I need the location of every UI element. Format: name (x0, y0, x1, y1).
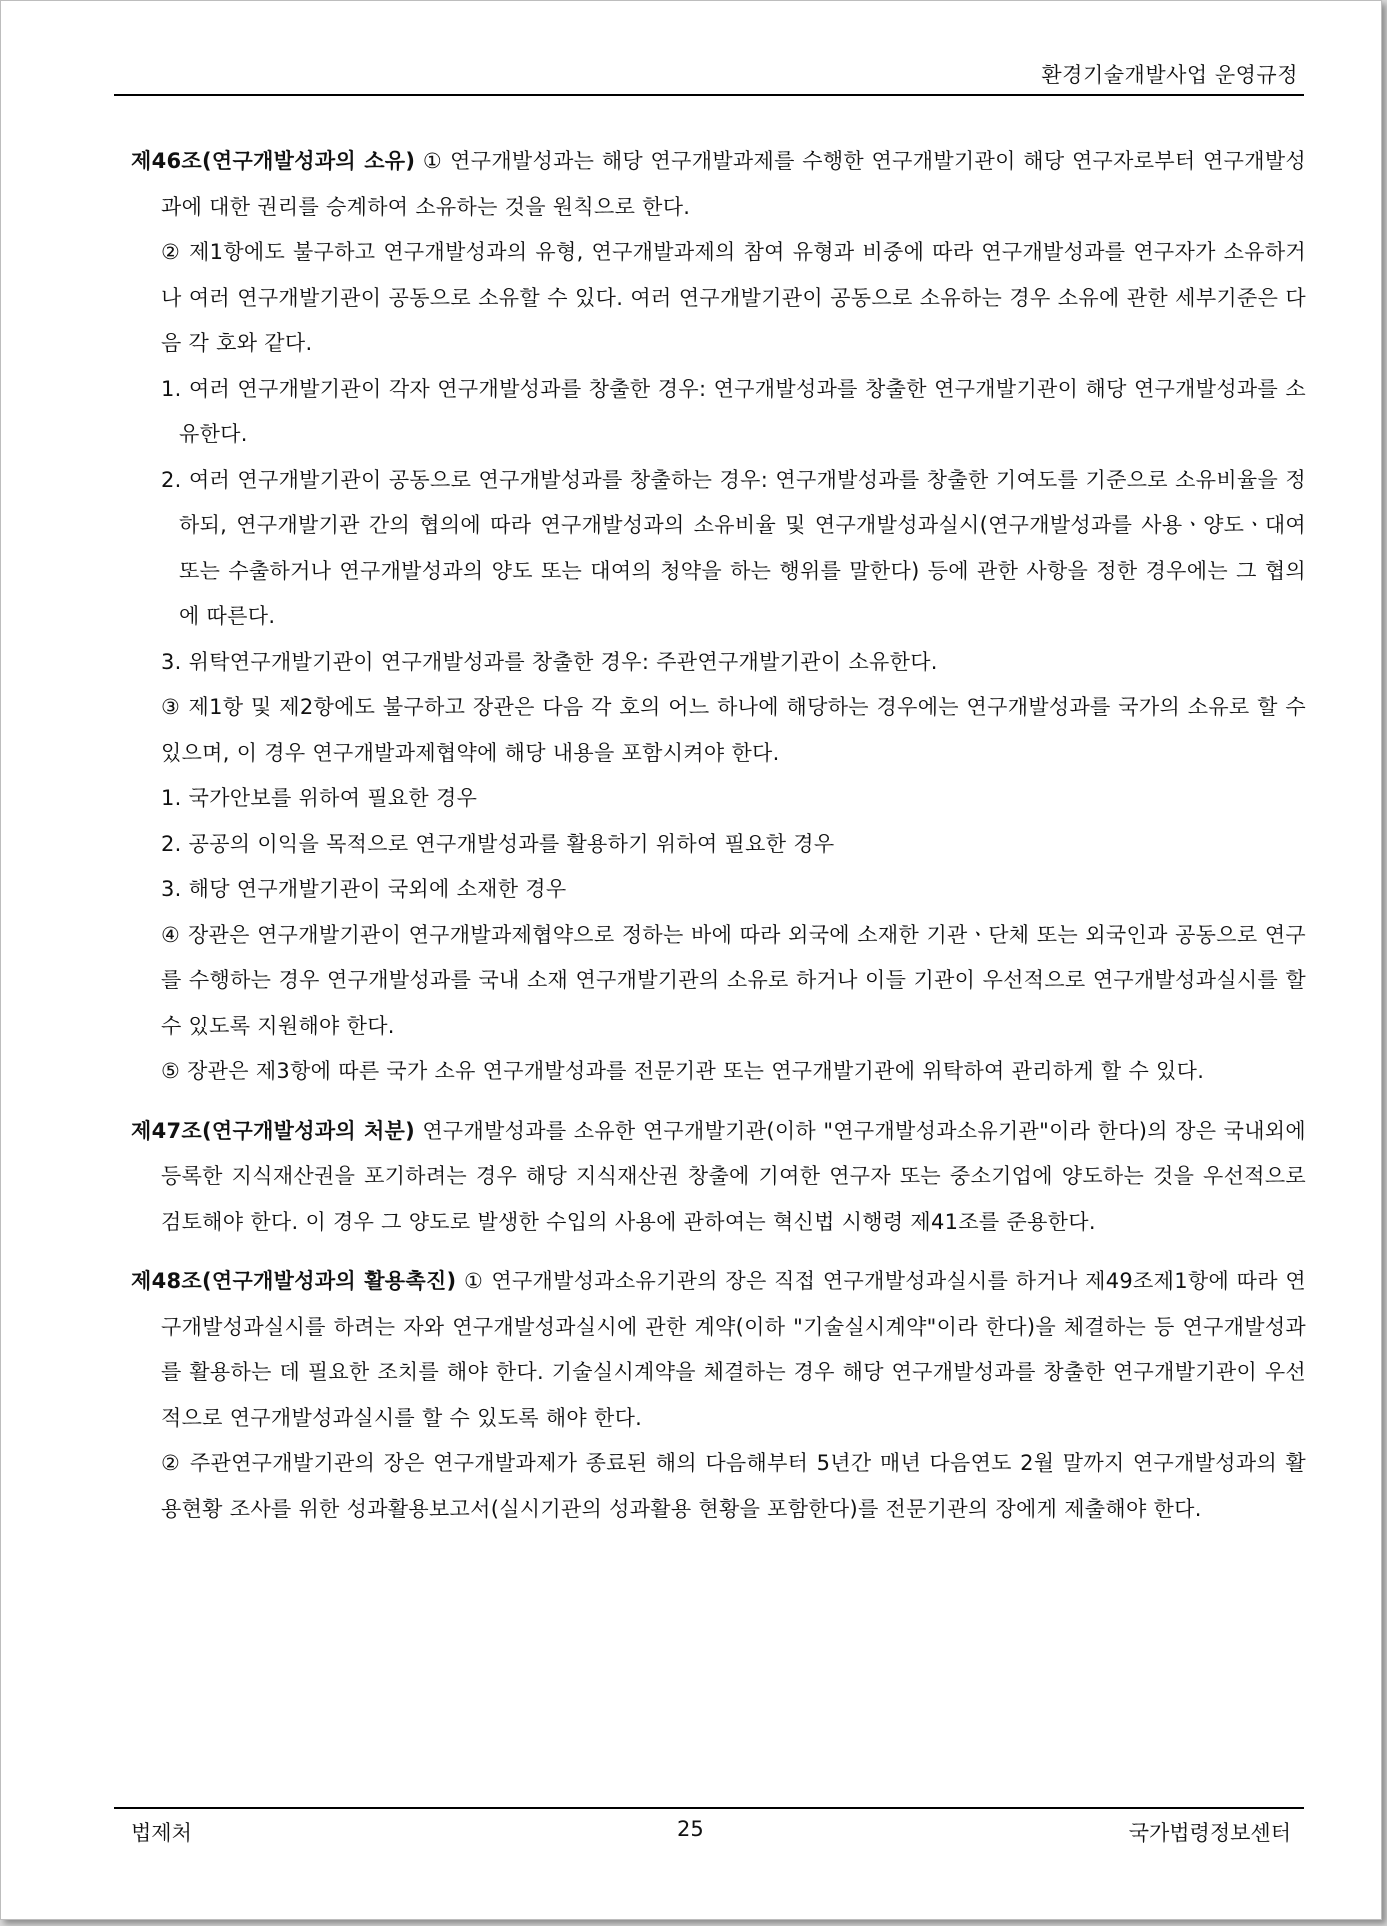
article-47 (131, 1109, 1306, 1246)
footer-divider (114, 1807, 1304, 1809)
list-item: 3. 위탁연구개발기관이 연구개발성과를 창출한 경우: 주관연구개발기관이 소유한다. (161, 649, 938, 674)
footer-source: 국가법령정보센터 (1128, 1821, 1291, 1845)
list-item: 2. 여러 연구개발기관이 공동으로 연구개발성과를 창출하는 경우: 연구개발성과를 창출한 기여도를 기준으로 소유비율을 정하되, 연구개발기관 간의 협의에 따라 연구개발성과의 소유비율 및 연구개발성과실시(연구개발성과를 사용ㆍ양도ㆍ대여 또는 수출하거나 연구개발성과의 양도 또는 대여의 청약을 하는 행위를 말한다) 등에 관한 사항을 정한 경우에는 그 협의에 따른다. (161, 467, 1306, 628)
article-47-heading: 제47조(연구개발성과의 처분) (131, 1118, 416, 1143)
running-header-title: 환경기술개발사업 운영규정 (1041, 63, 1298, 87)
article-48 (131, 1259, 1306, 1532)
article-47-lead (131, 1109, 1306, 1246)
list-item: 1. 국가안보를 위하여 필요한 경우 (161, 786, 478, 810)
paragraph-4: ④ 장관은 연구개발기관이 연구개발과제협약으로 정하는 바에 따라 외국에 소재한 기관ㆍ단체 또는 외국인과 공동으로 연구를 수행하는 경우 연구개발성과를 국내 소재 연구개발기관의 소유로 하거나 이들 기관이 우선적으로 연구개발성과실시를 할 수 있도록 지원해야 한다. (161, 922, 1306, 1038)
page-number: 25 (677, 1817, 704, 1841)
footer-publisher: 법제처 (131, 1821, 192, 1845)
paragraph-2: ② 주관연구개발기관의 장은 연구개발과제가 종료된 해의 다음해부터 5년간 매년 다음연도 2월 말까지 연구개발성과의 활용현황 조사를 위한 성과활용보고서(실시기관의 성과활용 현황을 포함한다)를 전문기관의 장에게 제출해야 한다. (161, 1451, 1306, 1521)
article-46-heading: 제46조(연구개발성과의 소유) (131, 149, 416, 173)
list-item: 2. 공공의 이익을 목적으로 연구개발성과를 활용하기 위하여 필요한 경우 (161, 831, 835, 856)
list-item: 3. 해당 연구개발기관이 국외에 소재한 경우 (161, 877, 567, 901)
document-body (131, 139, 1306, 1532)
article-48-heading: 제48조(연구개발성과의 활용촉진) (131, 1269, 457, 1293)
article-46 (131, 139, 1306, 1095)
header-divider (114, 94, 1304, 96)
paragraph-5: ⑤ 장관은 제3항에 따른 국가 소유 연구개발성과를 전문기관 또는 연구개발기관에 위탁하여 관리하게 할 수 있다. (161, 1059, 1205, 1083)
article-46-lead (131, 139, 1306, 230)
article-47-first-text: 연구개발성과를 소유한 연구개발기관(이하 "연구개발성과소유기관"이라 한다)의 장은 국내외에 등록한 지식재산권을 포기하려는 경우 해당 지식재산권 창출에 기여한 연구자 또는 중소기업에 양도하는 것을 우선적으로 검토해야 한다. 이 경우 그 양도로 발생한 수입의 사용에 관하여는 혁신법 시행령 제41조를 준용한다. (161, 1118, 1306, 1234)
article-46-first-text: ① 연구개발성과는 해당 연구개발과제를 수행한 연구개발기관이 해당 연구자로부터 연구개발성과에 대한 권리를 승계하여 소유하는 것을 원칙으로 한다. (161, 149, 1306, 219)
paragraph-3: ③ 제1항 및 제2항에도 불구하고 장관은 다음 각 호의 어느 하나에 해당하는 경우에는 연구개발성과를 국가의 소유로 할 수 있으며, 이 경우 연구개발과제협약에 해당 내용을 포함시켜야 한다. (161, 695, 1306, 765)
article-48-lead (131, 1259, 1306, 1441)
paragraph-2: ② 제1항에도 불구하고 연구개발성과의 유형, 연구개발과제의 참여 유형과 비중에 따라 연구개발성과를 연구자가 소유하거나 여러 연구개발기관이 공동으로 소유할 수 있다. 여러 연구개발기관이 공동으로 소유하는 경우 소유에 관한 세부기준은 다음 각 호와 같다. (161, 240, 1306, 355)
list-item: 1. 여러 연구개발기관이 각자 연구개발성과를 창출한 경우: 연구개발성과를 창출한 연구개발기관이 해당 연구개발성과를 소유한다. (161, 376, 1306, 446)
article-48-first-text: ① 연구개발성과소유기관의 장은 직접 연구개발성과실시를 하거나 제49조제1항에 따라 연구개발성과실시를 하려는 자와 연구개발성과실시에 관한 계약(이하 "기술실시계약"이라 한다)을 체결하는 등 연구개발성과를 활용하는 데 필요한 조치를 해야 한다. 기술실시계약을 체결하는 경우 해당 연구개발성과를 창출한 연구개발기관이 우선적으로 연구개발성과실시를 할 수 있도록 해야 한다. (161, 1269, 1306, 1430)
